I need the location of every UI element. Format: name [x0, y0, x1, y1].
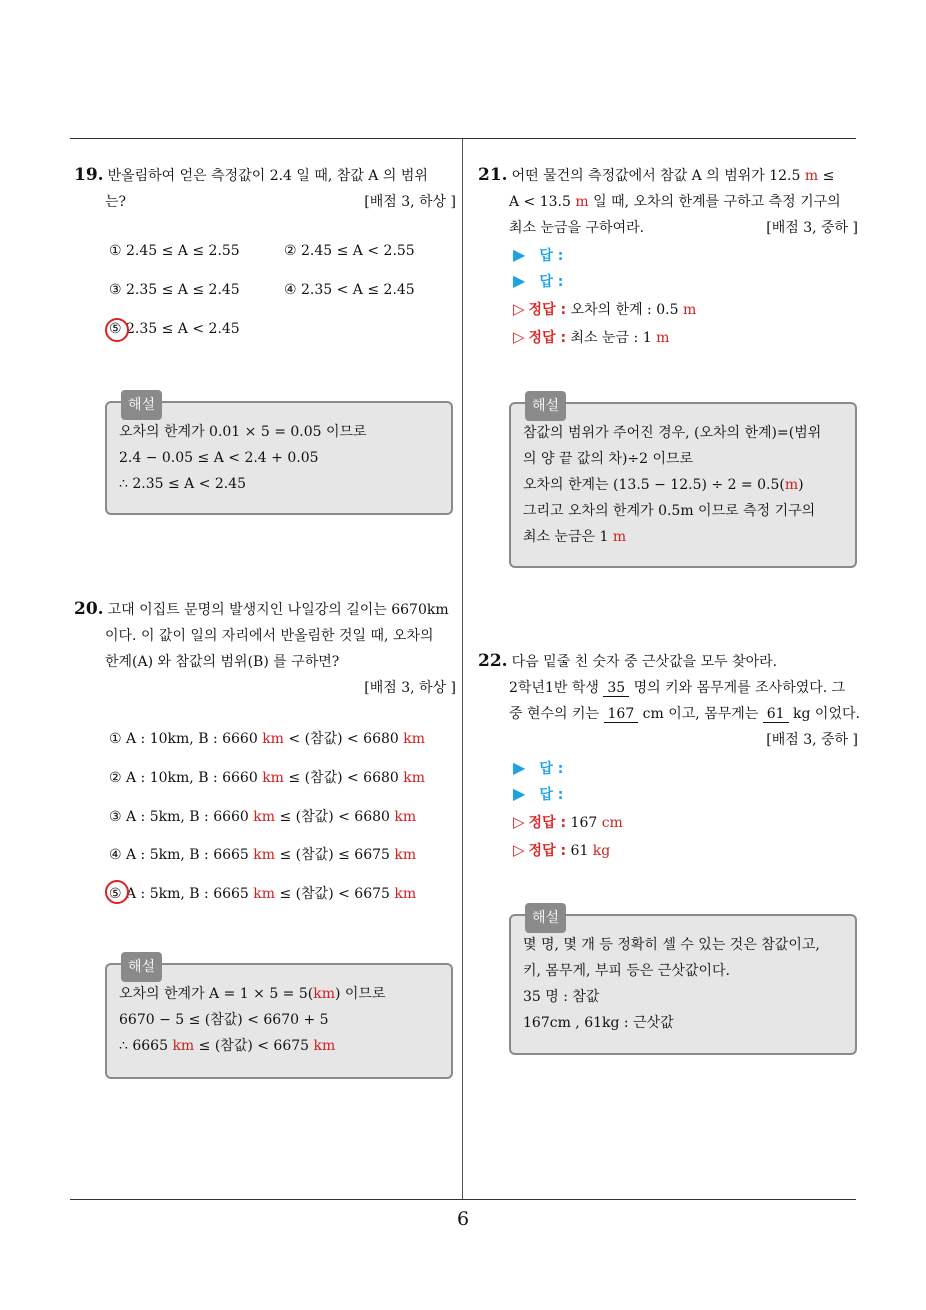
question-19	[74, 162, 456, 215]
question-number: 21.	[478, 165, 508, 185]
solution-line: 6670 − 5 ≤ (참값) < 6670 + 5	[119, 1012, 329, 1028]
outline-triangle-icon: ▷	[513, 328, 525, 346]
page-number: 6	[456, 1208, 470, 1230]
question-text: 다음 밑줄 친 숫자 중 근삿값을 모두 찾아라.	[511, 654, 778, 670]
question-text: A < 13.5 m 일 때, 오차의 한계를 구하고 측정 기구의	[509, 194, 841, 210]
answer-line-1[interactable]: ▶ 답 :	[513, 758, 564, 777]
outline-triangle-icon: ▷	[513, 300, 525, 318]
selected-answer-circle	[105, 880, 129, 904]
solution-line: ∴ 6665 km ≤ (참값) < 6675 km	[119, 1038, 336, 1054]
answer-line-1[interactable]: ▶ 답 :	[513, 245, 564, 264]
play-icon: ▶	[513, 758, 526, 777]
question-text: 최소 눈금을 구하여라.	[509, 220, 645, 236]
solution-line: 오차의 한계는 (13.5 − 12.5) ÷ 2 = 0.5(m)	[523, 477, 804, 493]
question-number: 22.	[478, 651, 508, 671]
play-icon: ▶	[513, 271, 526, 290]
underlined-number: 35	[603, 680, 629, 697]
solution-line: 2.4 − 0.05 ≤ A < 2.4 + 0.05	[119, 450, 319, 466]
option-4[interactable]: ④ 2.35 < A ≤ 2.45	[284, 282, 415, 298]
solution-tag: 해설	[121, 952, 162, 982]
answer-line-2[interactable]: ▶ 답 :	[513, 271, 564, 290]
question-number: 20.	[74, 599, 104, 619]
correct-answer-2: ▷ 정답 : 최소 눈금 : 1 m	[513, 328, 670, 346]
question-meta: [배점 3, 중하 ]	[766, 220, 858, 236]
option-5[interactable]: ⑤ A : 5km, B : 6665 km ≤ (참값) < 6675 km	[109, 886, 417, 902]
solution-line: 오차의 한계가 0.01 × 5 = 0.05 이므로	[119, 424, 367, 440]
selected-answer-circle	[105, 318, 129, 342]
underlined-number: 167	[604, 706, 639, 723]
solution-box	[105, 959, 453, 1079]
solution-line: 최소 눈금은 1 m	[523, 529, 627, 545]
solution-tag: 해설	[121, 390, 162, 420]
solution-box	[509, 910, 857, 1055]
question-22	[478, 648, 858, 753]
solution-line: 167cm , 61kg : 근삿값	[523, 1015, 674, 1031]
play-icon: ▶	[513, 784, 526, 803]
solution-line: 의 양 끝 값의 차)÷2 이므로	[523, 451, 694, 467]
question-text: 고대 이집트 문명의 발생지인 나일강의 길이는 6670km	[107, 602, 449, 618]
correct-answer-1: ▷ 정답 : 167 cm	[513, 813, 623, 831]
question-text: 중 현수의 키는 167 cm 이고, 몸무게는 61 kg 이었다.	[509, 706, 860, 722]
solution-tag: 해설	[525, 903, 566, 933]
outline-triangle-icon: ▷	[513, 841, 525, 859]
play-icon: ▶	[513, 245, 526, 264]
question-text: 이다. 이 값이 일의 자리에서 반올림한 것일 때, 오차의	[105, 628, 434, 644]
question-text: 한계(A) 와 참값의 범위(B) 를 구하면?	[105, 654, 340, 670]
solution-line: 몇 명, 몇 개 등 정확히 셀 수 있는 것은 참값이고,	[523, 937, 820, 953]
column-divider	[462, 139, 463, 1200]
question-21: 21. 어떤 물건의 측정값에서 참값 A 의 범위가 12.5 m ≤ A < 13.5 m 일 때, 오차의 한계를 구하고 측정 기구의 최소 눈금을 구하여라. [배점 3, 중하 ]	[478, 162, 858, 241]
question-meta: [배점 3, 하상 ]	[364, 680, 456, 696]
solution-tag: 해설	[525, 391, 566, 421]
solution-line: 그리고 오차의 한계가 0.5m 이므로 측정 기구의	[523, 503, 816, 519]
solution-line: 오차의 한계가 A = 1 × 5 = 5(km) 이므로	[119, 986, 386, 1002]
outline-triangle-icon: ▷	[513, 813, 525, 831]
question-meta: [배점 3, 하상 ]	[364, 194, 456, 210]
answer-line-2[interactable]: ▶ 답 :	[513, 784, 564, 803]
correct-answer-2: ▷ 정답 : 61 kg	[513, 841, 611, 859]
solution-line: 키, 몸무게, 부피 등은 근삿값이다.	[523, 963, 730, 979]
option-3[interactable]: ③ A : 5km, B : 6660 km ≤ (참값) < 6680 km	[109, 809, 417, 825]
correct-answer-1: ▷ 정답 : 오차의 한계 : 0.5 m	[513, 300, 697, 318]
option-5[interactable]: ⑤ 2.35 ≤ A < 2.45	[109, 321, 240, 337]
solution-line: ∴ 2.35 ≤ A < 2.45	[119, 476, 247, 492]
underlined-number: 61	[763, 706, 789, 723]
option-4[interactable]: ④ A : 5km, B : 6665 km ≤ (참값) ≤ 6675 km	[109, 847, 417, 863]
footer-rule	[70, 1199, 856, 1200]
solution-line: 참값의 범위가 주어진 경우, (오차의 한계)=(범위	[523, 425, 822, 441]
option-2[interactable]: ② A : 10km, B : 6660 km ≤ (참값) < 6680 km	[109, 770, 426, 786]
option-1[interactable]: ① A : 10km, B : 6660 km < (참값) < 6680 km	[109, 731, 426, 747]
question-20	[74, 596, 456, 701]
option-1[interactable]: ① 2.45 ≤ A ≤ 2.55	[109, 243, 240, 259]
solution-line: 35 명 : 참값	[523, 989, 600, 1005]
option-3[interactable]: ③ 2.35 ≤ A ≤ 2.45	[109, 282, 240, 298]
question-text: 반올림하여 얻은 측정값이 2.4 일 때, 참값 A 의 범위	[107, 168, 428, 184]
question-text: 는?	[105, 194, 127, 210]
solution-box	[105, 397, 453, 515]
solution-box	[509, 398, 857, 568]
question-number: 19.	[74, 165, 104, 185]
question-meta: [배점 3, 중하 ]	[766, 732, 858, 748]
header-rule	[70, 138, 856, 139]
option-2[interactable]: ② 2.45 ≤ A < 2.55	[284, 243, 415, 259]
question-text: 2학년1반 학생 35 명의 키와 몸무게를 조사하였다. 그	[509, 680, 846, 696]
